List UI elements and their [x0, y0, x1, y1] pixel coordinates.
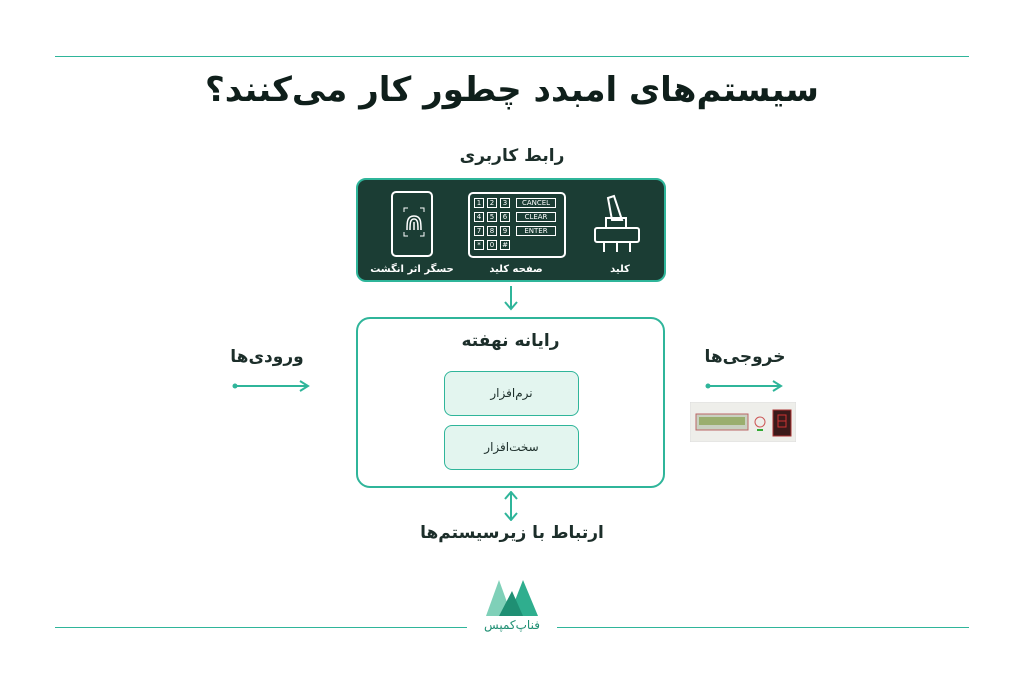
embedded-computer-box [356, 317, 665, 488]
key: 4 [474, 212, 484, 222]
top-divider [55, 56, 969, 57]
key: 3 [500, 198, 510, 208]
outputs-arrow-icon [705, 379, 785, 393]
key: # [500, 240, 510, 250]
key: 9 [500, 226, 510, 236]
key: * [474, 240, 484, 250]
software-box: نرم‌افزار [444, 371, 579, 416]
inputs-label: ورودی‌ها [230, 347, 304, 367]
key-clear: CLEAR [516, 212, 556, 222]
down-arrow-icon [503, 286, 519, 312]
fingerprint-label: حسگر اثر انگشت [370, 264, 454, 275]
outputs-label: خروجی‌ها [704, 347, 786, 367]
subsystems-label: ارتباط با زیرسیستم‌ها [420, 523, 604, 543]
lcd-circuit-image [690, 402, 796, 442]
embedded-computer-label: رایانه نهفته [461, 331, 560, 351]
key: 5 [487, 212, 497, 222]
key: 8 [487, 226, 497, 236]
user-interface-box [356, 178, 666, 282]
toggle-switch-icon [592, 194, 644, 256]
brand-logo [485, 577, 539, 617]
inputs-arrow-icon [232, 379, 312, 393]
key: 2 [487, 198, 497, 208]
hardware-box: سخت‌افزار [444, 425, 579, 470]
bottom-divider-left [55, 627, 467, 628]
switch-label: کلید [610, 264, 630, 275]
key: 0 [487, 240, 497, 250]
key-enter: ENTER [516, 226, 556, 236]
key: 7 [474, 226, 484, 236]
brand-name: فناپ‌کمپس [484, 618, 540, 632]
key-cancel: CANCEL [516, 198, 556, 208]
fingerprint-phone-icon [390, 190, 434, 258]
keypad-label: صفحه کلید [489, 264, 543, 275]
page-title: سیستم‌های امبدد چطور کار می‌کنند؟ [205, 70, 819, 110]
bottom-divider-right [557, 627, 969, 628]
user-interface-label: رابط کاربری [459, 146, 565, 166]
keypad-icon [468, 192, 566, 258]
key: 6 [500, 212, 510, 222]
bidirectional-arrow-icon [503, 491, 519, 521]
key: 1 [474, 198, 484, 208]
